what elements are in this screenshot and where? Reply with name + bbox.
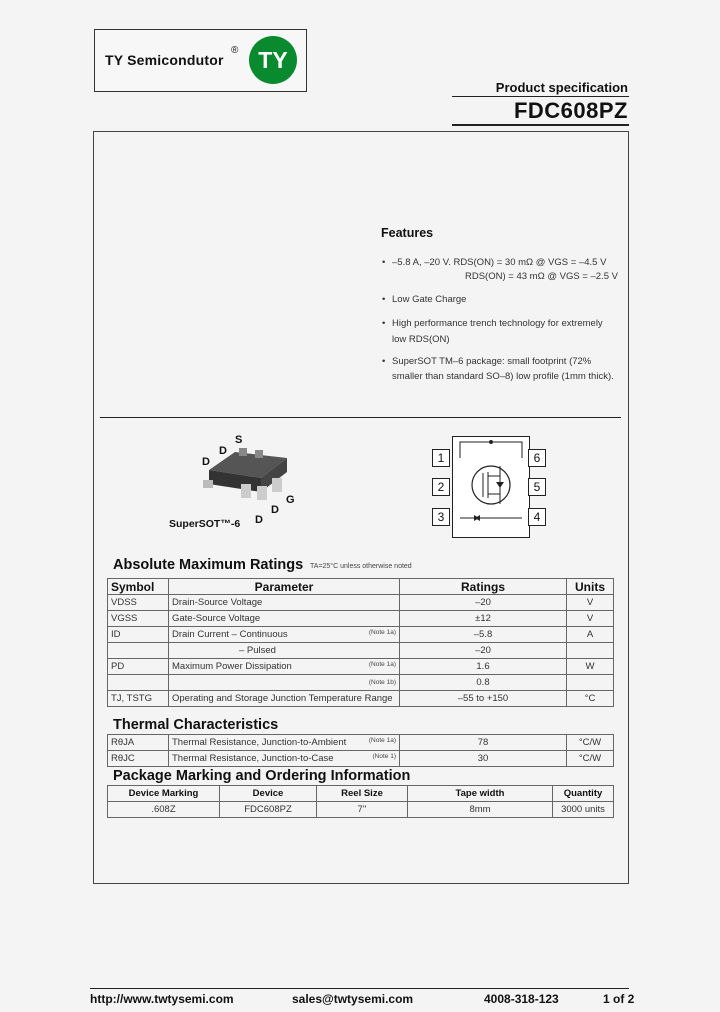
package-lead	[239, 448, 247, 456]
product-spec-label: Product specification	[495, 80, 628, 95]
col-ratings: Ratings	[400, 579, 567, 595]
col-reel-size: Reel Size	[317, 786, 408, 802]
schematic-pin-2: 2	[432, 478, 450, 496]
features-title: Features	[381, 226, 434, 240]
package-lead	[203, 480, 213, 488]
feature-item: • High performance trench technology for extremely	[382, 318, 603, 329]
company-name: TY Semicondutor	[105, 52, 224, 68]
package-name: SuperSOT™-6	[169, 518, 241, 530]
thermal-title: Thermal Characteristics	[113, 717, 279, 733]
feature-item: low RDS(ON)	[392, 334, 450, 345]
thermal-table	[107, 734, 614, 767]
table-row: RθJC Thermal Resistance, Junction-to-Case (Note 1) 30 °C/W	[108, 751, 614, 767]
ordering-title: Package Marking and Ordering Information	[113, 768, 411, 784]
abs-max-title: Absolute Maximum Ratings	[113, 557, 304, 573]
package-lead	[241, 484, 251, 498]
schematic-pin-4: 4	[528, 508, 546, 526]
col-symbol: Symbol	[108, 579, 169, 595]
abs-max-condition: TA=25°C unless otherwise noted	[310, 563, 412, 570]
footer-email[interactable]: sales@twtysemi.com	[292, 992, 414, 1006]
table-row: VGSS Gate-Source Voltage ±12 V	[108, 611, 614, 627]
footer-rule	[90, 988, 629, 989]
col-quantity: Quantity	[553, 786, 614, 802]
mosfet-schematic	[452, 436, 530, 538]
table-row: .608Z FDC608PZ 7'' 8mm 3000 units	[108, 802, 614, 818]
table-row: RθJA Thermal Resistance, Junction-to-Ambient (Note 1a) 78 °C/W	[108, 735, 614, 751]
footer-page-number: 1 of 2	[603, 992, 635, 1006]
ty-logo: TY	[249, 36, 297, 84]
pin-label-d: D	[255, 514, 263, 526]
abs-max-table	[107, 578, 614, 707]
feature-item: RDS(ON) = 43 mΩ @ VGS = –2.5 V	[465, 271, 618, 282]
package-drawing	[195, 440, 315, 510]
pin-label-g: G	[286, 494, 295, 506]
schematic-pin-5: 5	[528, 478, 546, 496]
pin-label-s: S	[235, 434, 243, 446]
part-number: FDC608PZ	[513, 98, 628, 123]
feature-item: • –5.8 A, –20 V. RDS(ON) = 30 mΩ @ VGS = –4.5 V	[382, 257, 607, 268]
table-row: – Pulsed –20	[108, 643, 614, 659]
footer-phone: 4008-318-123	[484, 992, 559, 1006]
pin-label-d: D	[219, 445, 227, 457]
schematic-pin-3: 3	[432, 508, 450, 526]
col-device: Device	[220, 786, 317, 802]
col-device-marking: Device Marking	[108, 786, 220, 802]
col-parameter: Parameter	[169, 579, 400, 595]
schematic-pin-6: 6	[528, 449, 546, 467]
table-row: VDSS Drain-Source Voltage –20 V	[108, 595, 614, 611]
pin-label-d: D	[202, 456, 210, 468]
feature-item: • Low Gate Charge	[382, 294, 467, 305]
section-divider	[100, 417, 621, 418]
ordering-table	[107, 785, 614, 818]
footer-website[interactable]: http://www.twtysemi.com	[90, 992, 234, 1006]
pin-label-d: D	[271, 504, 279, 516]
package-lead	[255, 450, 263, 458]
table-row: PD Maximum Power Dissipation (Note 1a) 1.6 W	[108, 659, 614, 675]
table-row: ID Drain Current – Continuous (Note 1a) –5.8 A	[108, 627, 614, 643]
table-row: (Note 1b) 0.8	[108, 675, 614, 691]
table-row: TJ, TSTG Operating and Storage Junction Temperature Range –55 to +150 °C	[108, 691, 614, 707]
header-rule-1	[452, 96, 629, 97]
col-units: Units	[567, 579, 614, 595]
feature-item: • SuperSOT TM–6 package: small footprint (72%	[382, 356, 592, 367]
package-lead	[272, 478, 282, 492]
feature-item: smaller than standard SO–8) low profile (1mm thick).	[392, 371, 614, 382]
registered-mark: ®	[231, 45, 239, 56]
col-tape-width: Tape width	[408, 786, 553, 802]
package-lead	[257, 486, 267, 500]
header-rule-2	[452, 124, 629, 126]
schematic-pin-1: 1	[432, 449, 450, 467]
